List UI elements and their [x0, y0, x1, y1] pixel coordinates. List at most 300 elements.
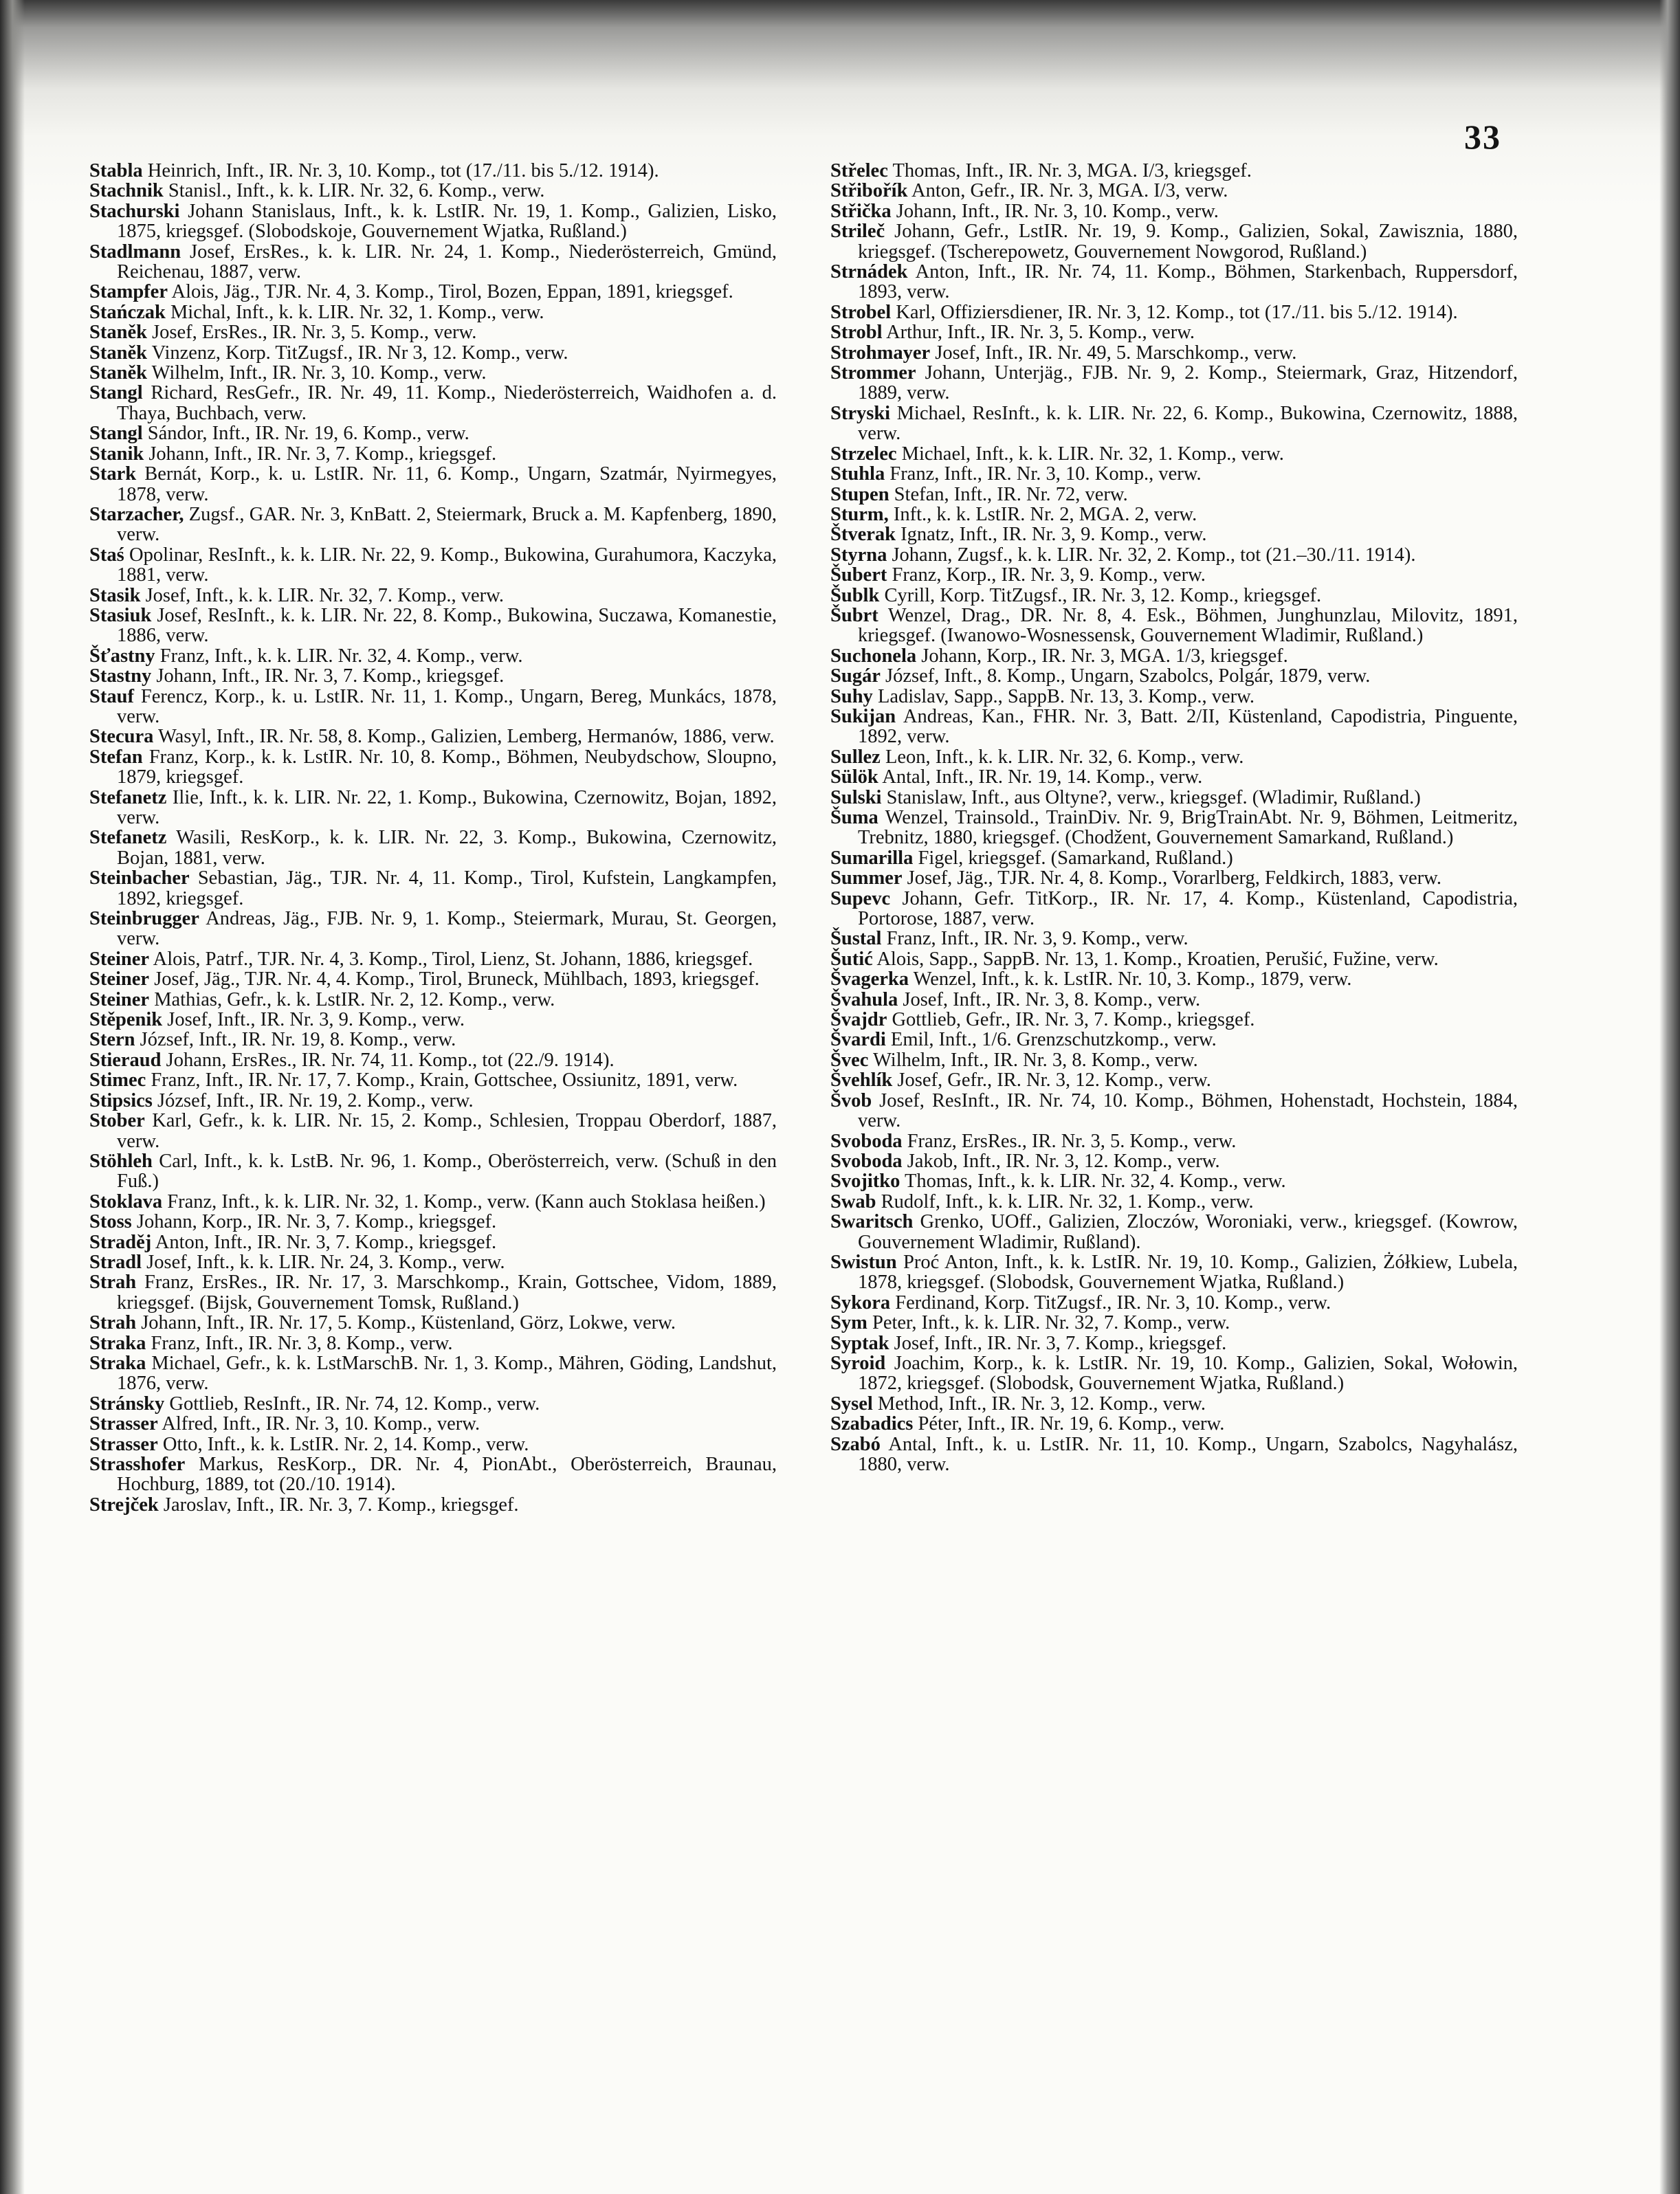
entry-details: Josef, Inft., IR. Nr. 49, 5. Marschkomp., verw. [935, 342, 1297, 364]
entry-surname: Stuhla [830, 463, 885, 485]
roll-entry [89, 586, 777, 606]
roll-entry [830, 322, 1518, 342]
entry-surname: Strasser [89, 1413, 158, 1435]
entry-details: Anton, Inft., IR. Nr. 3, 7. Komp., kriegsgef. [155, 1231, 497, 1253]
entry-surname: Stecura [89, 726, 154, 748]
entry-surname: Steinbacher [89, 867, 190, 889]
entry-details: Franz, Inft., IR. Nr. 3, 9. Komp., verw. [886, 928, 1189, 950]
entry-details: Wenzel, Inft., k. k. LstIR. Nr. 10, 3. Komp., 1879, verw. [913, 968, 1352, 990]
entry-surname: Strzelec [830, 443, 897, 465]
roll-entry [830, 161, 1518, 181]
entry-details: Proć Anton, Inft., k. k. LstIR. Nr. 19, 10. Komp., Galizien, Żółkiew, Lubela, 1878, kriegsgef. (Slobodsk, Gouvernement Wjatka, Rußland.) [858, 1251, 1518, 1294]
entry-details: Vinzenz, Korp. TitZugsf., IR. Nr 3, 12. Komp., verw. [151, 342, 568, 364]
entry-surname: Střibořík [830, 180, 908, 202]
entry-details: Johann, ErsRes., IR. Nr. 74, 11. Komp., tot (22./9. 1914). [166, 1049, 615, 1071]
entry-details: Franz, Korp., IR. Nr. 3, 9. Komp., verw. [892, 564, 1206, 586]
entry-details: Johann, Inft., IR. Nr. 17, 5. Komp., Küstenland, Görz, Lokwe, verw. [141, 1312, 676, 1334]
roll-entry [89, 1414, 777, 1434]
entry-details: Michael, Gefr., k. k. LstMarschB. Nr. 1, 3. Komp., Mähren, Göding, Landshut, 1876, verw. [117, 1352, 777, 1395]
roll-entry [830, 524, 1518, 544]
roll-entry [830, 949, 1518, 969]
roll-entry [89, 242, 777, 282]
entry-details: Otto, Inft., k. k. LstIR. Nr. 2, 14. Komp., verw. [162, 1433, 529, 1455]
roll-entry [830, 646, 1518, 666]
roll-entry [830, 1151, 1518, 1171]
entry-surname: Stipsics [89, 1089, 153, 1111]
entry-details: Josef, Jäg., TJR. Nr. 4, 8. Komp., Vorarlberg, Feldkirch, 1883, verw. [907, 867, 1441, 889]
entry-surname: Šutić [830, 948, 873, 970]
entry-surname: Švahula [830, 988, 898, 1010]
roll-entry [830, 181, 1518, 201]
entry-surname: Stangl [89, 382, 143, 404]
roll-entry [89, 868, 777, 909]
roll-entry [89, 788, 777, 828]
entry-surname: Stern [89, 1029, 135, 1051]
entry-details: Alois, Patrf., TJR. Nr. 4, 3. Komp., Tirol, Lienz, St. Johann, 1886, kriegsgef. [153, 948, 753, 970]
roll-entry [830, 808, 1518, 848]
entry-details: Josef, Jäg., TJR. Nr. 4, 4. Komp., Tirol, Bruneck, Mühlbach, 1893, kriegsgef. [154, 968, 760, 990]
entry-surname: Sülök [830, 766, 878, 788]
entry-surname: Sukijan [830, 705, 896, 727]
entry-surname: Sumarilla [830, 847, 914, 869]
entry-details: Josef, Inft., IR. Nr. 3, 7. Komp., kriegsgef. [894, 1332, 1227, 1354]
entry-surname: Strah [89, 1272, 137, 1294]
entry-surname: Straka [89, 1352, 146, 1374]
entry-details: Ferencz, Korp., k. u. LstIR. Nr. 11, 1. Komp., Ungarn, Bereg, Munkács, 1878, verw. [117, 685, 777, 727]
entry-surname: Svoboda [830, 1150, 903, 1172]
entry-details: Method, Inft., IR. Nr. 3, 12. Komp., verw. [877, 1393, 1206, 1415]
entry-surname: Swistun [830, 1251, 897, 1273]
entry-details: Josef, Inft., IR. Nr. 3, 8. Komp., verw. [903, 988, 1201, 1010]
entry-details: József, Inft., IR. Nr. 19, 8. Komp., verw. [140, 1029, 456, 1051]
entry-surname: Stauf [89, 685, 134, 707]
entry-details: Grenko, UOff., Galizien, Zloczów, Woroniaki, verw., kriegsgef. (Kowrow, Gouvernement Wladimir, Rußland). [858, 1211, 1518, 1253]
roll-entry [89, 727, 777, 746]
entry-details: Michael, ResInft., k. k. LIR. Nr. 22, 6. Komp., Bukowina, Czernowitz, 1888, verw. [858, 402, 1518, 445]
entry-details: Johann, Unterjäg., FJB. Nr. 9, 2. Komp., Steiermark, Graz, Hitzendorf, 1889, verw. [858, 362, 1518, 404]
entry-surname: Straka [89, 1332, 146, 1354]
entry-details: Antal, Inft., k. u. LstIR. Nr. 11, 10. Komp., Ungarn, Szabolcs, Nagyhalász, 1880, verw. [858, 1433, 1518, 1475]
roll-entry [89, 1252, 777, 1272]
entry-details: Stefan, Inft., IR. Nr. 72, verw. [894, 483, 1128, 505]
roll-entry [89, 201, 777, 242]
roll-entry [830, 666, 1518, 686]
roll-entry [830, 1212, 1518, 1252]
entry-details: Ferdinand, Korp. TitZugsf., IR. Nr. 3, 10. Komp., verw. [895, 1292, 1331, 1314]
entry-surname: Střička [830, 200, 892, 222]
entry-details: Figel, kriegsgef. (Samarkand, Rußland.) [918, 847, 1233, 869]
roll-entry [830, 1070, 1518, 1090]
roll-entry [89, 1313, 777, 1333]
entry-surname: Švajdr [830, 1009, 887, 1031]
roll-entry [89, 747, 777, 788]
roll-entry [830, 929, 1518, 949]
entry-surname: Sturm, [830, 503, 889, 525]
roll-entry [89, 1010, 777, 1030]
entry-details: Josef, ErsRes., k. k. LIR. Nr. 24, 1. Komp., Niederösterreich, Gmünd, Reichenau, 1887, verw. [117, 241, 777, 283]
roll-entry [89, 161, 777, 181]
entry-surname: Staś [89, 544, 124, 566]
entry-surname: Starzacher, [89, 503, 184, 525]
roll-entry [830, 262, 1518, 302]
roll-entry [830, 747, 1518, 767]
roll-entry [830, 1394, 1518, 1414]
entry-details: Johann, Inft., IR. Nr. 3, 7. Komp., kriegsgef. [148, 443, 497, 465]
entry-surname: Stefanetz [89, 786, 167, 808]
entry-surname: Svoboda [830, 1130, 903, 1152]
entry-surname: Stránsky [89, 1393, 165, 1415]
entry-details: Ladislav, Sapp., SappB. Nr. 13, 3. Komp., verw. [877, 685, 1255, 707]
roll-entry [89, 1434, 777, 1454]
entry-surname: Stěpenik [89, 1009, 163, 1031]
entry-details: Ilie, Inft., k. k. LIR. Nr. 22, 1. Komp., Bukowina, Czernowitz, Bojan, 1892, verw. [117, 786, 777, 828]
entry-surname: Swaritsch [830, 1211, 914, 1233]
entry-surname: Stöhleh [89, 1150, 153, 1172]
entry-surname: Svojitko [830, 1171, 900, 1193]
roll-entry [89, 423, 777, 443]
entry-details: Anton, Gefr., IR. Nr. 3, MGA. I/3, verw. [911, 180, 1228, 202]
entry-details: Wasyl, Inft., IR. Nr. 58, 8. Komp., Galizien, Lemberg, Hermanów, 1886, verw. [158, 726, 775, 748]
roll-entry [89, 383, 777, 423]
entry-surname: Šublk [830, 584, 880, 606]
entry-details: Johann, Gefr. TitKorp., IR. Nr. 17, 4. Komp., Küstenland, Capodistria, Portorose, 1887, verw. [858, 887, 1518, 930]
entry-surname: Stefan [89, 746, 143, 768]
roll-entry [89, 1212, 777, 1232]
entry-surname: Švagerka [830, 968, 909, 990]
roll-entry [830, 606, 1518, 646]
entry-surname: Strobel [830, 301, 892, 323]
entry-details: Alois, Jäg., TJR. Nr. 4, 3. Komp., Tirol, Bozen, Eppan, 1891, kriegsgef. [171, 281, 733, 303]
entry-surname: Sysel [830, 1393, 873, 1415]
roll-entry [89, 1232, 777, 1252]
entry-surname: Swab [830, 1190, 876, 1212]
roll-entry [830, 201, 1518, 221]
roll-entry [830, 565, 1518, 585]
roll-entry [89, 1272, 777, 1313]
entry-surname: Stabla [89, 160, 143, 181]
entry-surname: Šuma [830, 807, 878, 828]
roll-entry [89, 363, 777, 383]
entry-surname: Stupen [830, 483, 889, 505]
entry-details: Sándor, Inft., IR. Nr. 19, 6. Komp., verw. [147, 423, 469, 445]
roll-entry [830, 1171, 1518, 1191]
roll-entry [89, 1192, 777, 1212]
entry-surname: Strasshofer [89, 1454, 186, 1475]
entry-details: Markus, ResKorp., DR. Nr. 4, PionAbt., Oberösterreich, Braunau, Hochburg, 1889, tot (20./10. 1914). [117, 1454, 777, 1496]
entry-details: Franz, Inft., IR. Nr. 17, 7. Komp., Krain, Gottschee, Ossiunitz, 1891, verw. [151, 1070, 738, 1092]
entry-surname: Stimec [89, 1070, 146, 1092]
entry-surname: Staněk [89, 342, 147, 364]
entry-surname: Syptak [830, 1332, 889, 1354]
roll-entry [830, 363, 1518, 403]
entry-details: Gottlieb, Gefr., IR. Nr. 3, 7. Komp., kriegsgef. [892, 1009, 1255, 1031]
entry-details: Andreas, Jäg., FJB. Nr. 9, 1. Komp., Steiermark, Murau, St. Georgen, verw. [117, 908, 777, 950]
roll-entry [89, 828, 777, 868]
roll-entry [89, 1091, 777, 1111]
entry-details: Alois, Sapp., SappB. Nr. 13, 1. Komp., Kroatien, Perušić, Fužine, verw. [876, 948, 1439, 970]
roll-entry [89, 505, 777, 545]
entry-details: Johann Stanislaus, Inft., k. k. LstIR. Nr. 19, 1. Komp., Galizien, Lisko, 1875, kriegsgef. (Slobodskoje, Gouvernement Wjatka, Rußland.) [117, 200, 777, 243]
roll-entry [89, 302, 777, 322]
entry-surname: Stoss [89, 1211, 132, 1233]
roll-entry [89, 646, 777, 666]
entry-details: Jaroslav, Inft., IR. Nr. 3, 7. Komp., kriegsgef. [163, 1494, 519, 1516]
entry-surname: Švardi [830, 1029, 886, 1051]
entry-surname: Staněk [89, 322, 147, 344]
entry-details: Wilhelm, Inft., IR. Nr. 3, 10. Komp., verw. [151, 362, 487, 384]
entry-details: Antal, Inft., IR. Nr. 19, 14. Komp., verw. [882, 766, 1203, 788]
entry-surname: Strobl [830, 322, 883, 344]
roll-entry [830, 545, 1518, 565]
entry-surname: Styrna [830, 544, 887, 566]
roll-entry [89, 1333, 777, 1353]
entry-surname: Sym [830, 1312, 867, 1334]
roll-entry [830, 1252, 1518, 1293]
entry-details: Josef, Gefr., IR. Nr. 3, 12. Komp., verw. [897, 1070, 1211, 1092]
entry-details: Sebastian, Jäg., TJR. Nr. 4, 11. Komp., Tirol, Kufstein, Langkampfen, 1892, kriegsgef. [117, 867, 777, 909]
entry-surname: Sykora [830, 1292, 891, 1314]
roll-entry [830, 969, 1518, 989]
roll-entry [89, 464, 777, 505]
entry-surname: Suhy [830, 685, 873, 707]
entry-surname: Stastny [89, 665, 152, 687]
entry-details: Josef, ResInft., k. k. LIR. Nr. 22, 8. Komp., Bukowina, Suczawa, Komanestie, 1886, verw. [117, 604, 777, 647]
roll-entry [89, 282, 777, 302]
roll-entry [89, 606, 777, 646]
entry-details: Thomas, Inft., IR. Nr. 3, MGA. I/3, kriegsgef. [892, 160, 1252, 181]
roll-entry [89, 1070, 777, 1090]
entry-surname: Švec [830, 1049, 869, 1071]
entry-surname: Stampfer [89, 281, 168, 303]
entry-details: Thomas, Inft., k. k. LIR. Nr. 32, 4. Komp., verw. [904, 1171, 1286, 1193]
entry-details: Carl, Inft., k. k. LstB. Nr. 96, 1. Komp., Oberösterreich, verw. (Schuß in den Fuß.) [117, 1150, 777, 1193]
entry-details: Johann, Inft., IR. Nr. 3, 10. Komp., verw. [896, 200, 1219, 222]
entry-surname: Stadlmann [89, 241, 181, 263]
entry-surname: Steiner [89, 988, 150, 1010]
entry-details: Josef, Inft., k. k. LIR. Nr. 24, 3. Komp., verw. [146, 1251, 505, 1273]
entry-surname: Šubert [830, 564, 887, 586]
entry-surname: Stefanetz [89, 827, 167, 849]
entry-details: Josef, Inft., k. k. LIR. Nr. 32, 7. Komp., verw. [145, 584, 504, 606]
roll-entry [830, 1091, 1518, 1131]
roll-entry [89, 444, 777, 464]
roll-entry [830, 485, 1518, 505]
entry-surname: Strah [89, 1312, 137, 1334]
roll-entry [830, 505, 1518, 524]
entry-surname: Strommer [830, 362, 916, 384]
entry-details: Franz, Inft., IR. Nr. 3, 10. Komp., verw. [889, 463, 1202, 485]
entry-surname: Šustal [830, 928, 882, 950]
entry-surname: Supevc [830, 887, 891, 909]
entry-details: Johann, Korp., IR. Nr. 3, 7. Komp., kriegsgef. [136, 1211, 497, 1233]
entry-surname: Stryski [830, 402, 891, 424]
entry-details: Ignatz, Inft., IR. Nr. 3, 9. Komp., verw. [900, 524, 1207, 546]
entry-surname: Suchonela [830, 645, 917, 667]
entry-surname: Strejček [89, 1494, 159, 1516]
page-number: 33 [1464, 118, 1501, 156]
entry-details: Jakob, Inft., IR. Nr. 3, 12. Komp., verw. [907, 1150, 1220, 1172]
entry-surname: Stieraud [89, 1049, 162, 1071]
entry-surname: Stańczak [89, 301, 166, 323]
roll-entry [89, 1151, 777, 1192]
entry-details: Joachim, Korp., k. k. LstIR. Nr. 19, 10. Komp., Galizien, Sokal, Wołowin, 1872, kriegsgef. (Slobodsk, Gouvernement Wjatka, Rußland.) [858, 1352, 1518, 1395]
roll-entry [89, 545, 777, 586]
right-column [830, 161, 1518, 1474]
entry-surname: Strnádek [830, 261, 908, 283]
roll-entry [830, 1010, 1518, 1030]
entry-details: Wenzel, Trainsold., TrainDiv. Nr. 9, BrigTrainAbt. Nr. 9, Böhmen, Leitmeritz, Trebnitz, 1880, kriegsgef. (Chodžent, Gouvernement Samarkand, Rußland.) [858, 807, 1518, 849]
roll-entry [830, 444, 1518, 464]
entry-surname: Šubrt [830, 604, 878, 626]
entry-details: Wasili, ResKorp., k. k. LIR. Nr. 22, 3. Komp., Bukowina, Czernowitz, Bojan, 1881, verw. [117, 827, 777, 869]
entry-details: Johann, Korp., IR. Nr. 3, MGA. 1/3, kriegsgef. [921, 645, 1288, 667]
roll-entry [89, 909, 777, 949]
roll-entry [89, 1111, 777, 1151]
entry-surname: Střelec [830, 160, 888, 181]
roll-entry [89, 666, 777, 686]
roll-entry [830, 302, 1518, 322]
entry-details: Michal, Inft., k. k. LIR. Nr. 32, 1. Komp., verw. [170, 301, 544, 323]
entry-surname: Steiner [89, 948, 150, 970]
entry-surname: Šťastny [89, 645, 155, 667]
entry-details: Karl, Offiziersdiener, IR. Nr. 3, 12. Komp., tot (17./11. bis 5./12. 1914). [896, 301, 1458, 323]
entry-details: Heinrich, Inft., IR. Nr. 3, 10. Komp., tot (17./11. bis 5./12. 1914). [147, 160, 659, 181]
entry-details: Franz, ErsRes., IR. Nr. 17, 3. Marschkomp., Krain, Gottschee, Vidom, 1889, kriegsgef. (Bijsk, Gouvernement Tomsk, Rußland.) [117, 1272, 777, 1314]
roll-entry [89, 1050, 777, 1070]
entry-details: Wenzel, Drag., DR. Nr. 8, 4. Esk., Böhmen, Junghunzlau, Milovitz, 1891, kriegsgef. (Iwanowo-Wosnessensk, Gouvernement Wladimir, Rußland.) [858, 604, 1518, 647]
roll-entry [830, 1434, 1518, 1475]
entry-details: Franz, Inft., k. k. LIR. Nr. 32, 1. Komp., verw. (Kann auch Stoklasa heißen.) [167, 1190, 766, 1212]
entry-details: Opolinar, ResInft., k. k. LIR. Nr. 22, 9. Komp., Bukowina, Gurahumora, Kaczyka, 1881, verw. [117, 544, 777, 586]
entry-details: Bernát, Korp., k. u. LstIR. Nr. 11, 6. Komp., Ungarn, Szatmár, Nyirmegyes, 1878, verw. [117, 463, 777, 505]
entry-surname: Steinbrugger [89, 908, 199, 930]
roll-entry [830, 343, 1518, 363]
roll-entry [89, 969, 777, 989]
entry-details: Inft., k. k. LstIR. Nr. 2, MGA. 2, verw. [893, 503, 1197, 525]
roll-entry [89, 343, 777, 363]
roll-entry [830, 1050, 1518, 1070]
roll-entry [830, 1030, 1518, 1050]
entry-details: Johann, Zugsf., k. k. LIR. Nr. 32, 2. Komp., tot (21.–30./11. 1914). [892, 544, 1416, 566]
roll-entry [830, 464, 1518, 484]
entry-details: Johann, Inft., IR. Nr. 3, 7. Komp., kriegsgef. [156, 665, 505, 687]
roll-entry [830, 1192, 1518, 1212]
entry-surname: Štverak [830, 524, 896, 546]
entry-surname: Syroid [830, 1352, 886, 1374]
entry-surname: Sugár [830, 665, 881, 687]
roll-entry [89, 1454, 777, 1495]
entry-details: Richard, ResGefr., IR. Nr. 49, 11. Komp., Niederösterreich, Waidhofen a. d. Thaya, Buchbach, verw. [117, 382, 777, 424]
entry-surname: Stradl [89, 1251, 142, 1273]
entry-details: Alfred, Inft., IR. Nr. 3, 10. Komp., verw. [162, 1413, 480, 1435]
roll-entry [830, 403, 1518, 444]
roll-entry [830, 1333, 1518, 1353]
roll-entry [830, 1313, 1518, 1333]
entry-surname: Strileč [830, 221, 885, 243]
entry-surname: Stober [89, 1110, 145, 1132]
entry-surname: Strasser [89, 1433, 158, 1455]
entry-surname: Švob [830, 1089, 872, 1111]
roll-entry [830, 788, 1518, 808]
entry-details: Wilhelm, Inft., IR. Nr. 3, 8. Komp., verw. [873, 1049, 1198, 1071]
roll-entry [89, 1495, 777, 1515]
entry-details: Andreas, Kan., FHR. Nr. 3, Batt. 2/II, Küstenland, Capodistria, Pinguente, 1892, verw. [858, 705, 1518, 748]
entry-surname: Szabó [830, 1433, 881, 1455]
entry-details: Franz, Inft., k. k. LIR. Nr. 32, 4. Komp., verw. [159, 645, 523, 667]
entry-surname: Staněk [89, 362, 147, 384]
entry-surname: Stanik [89, 443, 144, 465]
roll-entry [830, 1414, 1518, 1434]
entry-surname: Stoklava [89, 1190, 163, 1212]
entry-details: Franz, Korp., k. k. LstIR. Nr. 10, 8. Komp., Böhmen, Neubydschow, Sloupno, 1879, kriegsgef. [117, 746, 777, 788]
entry-surname: Strohmayer [830, 342, 931, 364]
entry-details: Peter, Inft., k. k. LIR. Nr. 32, 7. Komp., verw. [872, 1312, 1230, 1334]
roll-entry [830, 707, 1518, 747]
entry-details: Stanisl., Inft., k. k. LIR. Nr. 32, 6. Komp., verw. [168, 180, 545, 202]
entry-surname: Stasik [89, 584, 141, 606]
roll-entry [89, 1030, 777, 1050]
roll-entry [89, 322, 777, 342]
entry-details: Cyrill, Korp. TitZugsf., IR. Nr. 3, 12. Komp., kriegsgef. [884, 584, 1322, 606]
entry-details: Franz, Inft., IR. Nr. 3, 8. Komp., verw. [151, 1332, 453, 1354]
roll-entry [830, 687, 1518, 707]
entry-details: Michael, Inft., k. k. LIR. Nr. 32, 1. Komp., verw. [901, 443, 1284, 465]
entry-surname: Sulski [830, 786, 882, 808]
entry-details: Péter, Inft., IR. Nr. 19, 6. Komp., verw. [918, 1413, 1225, 1435]
entry-details: Stanislaw, Inft., aus Oltyne?, verw., kriegsgef. (Wladimir, Rußland.) [886, 786, 1421, 808]
roll-entry [830, 1353, 1518, 1394]
entry-details: Josef, ResInft., IR. Nr. 74, 10. Komp., Böhmen, Hohenstadt, Hochstein, 1884, verw. [858, 1089, 1518, 1132]
entry-details: Zugsf., GAR. Nr. 3, KnBatt. 2, Steiermark, Bruck a. M. Kapfenberg, 1890, verw. [117, 503, 777, 546]
roll-entry [89, 949, 777, 969]
entry-surname: Summer [830, 867, 903, 889]
roll-entry [89, 181, 777, 201]
entry-details: Arthur, Inft., IR. Nr. 3, 5. Komp., verw. [886, 322, 1195, 344]
entry-details: Leon, Inft., k. k. LIR. Nr. 32, 6. Komp., verw. [885, 746, 1244, 768]
roll-entry [830, 848, 1518, 868]
entry-details: Emil, Inft., 1/6. Grenzschutzkomp., verw. [890, 1029, 1217, 1051]
roll-entry [830, 767, 1518, 787]
entry-surname: Steiner [89, 968, 150, 990]
roll-entry [830, 889, 1518, 929]
entry-details: Rudolf, Inft., k. k. LIR. Nr. 32, 1. Komp., verw. [881, 1190, 1254, 1212]
entry-surname: Švehlík [830, 1070, 893, 1092]
roll-entry [89, 1353, 777, 1394]
entry-details: Josef, Inft., IR. Nr. 3, 9. Komp., verw. [167, 1009, 465, 1031]
entry-surname: Szabadics [830, 1413, 914, 1435]
entry-details: Karl, Gefr., k. k. LIR. Nr. 15, 2. Komp., Schlesien, Troppau Oberdorf, 1887, verw. [117, 1110, 777, 1152]
entry-surname: Stasiuk [89, 604, 152, 626]
entry-details: Josef, ErsRes., IR. Nr. 3, 5. Komp., verw. [152, 322, 477, 344]
entry-details: Johann, Gefr., LstIR. Nr. 19, 9. Komp., Galizien, Sokal, Zawisznia, 1880, kriegsgef. (Tscherepowetz, Gouvernement Nowgorod, Rußland.) [858, 221, 1518, 263]
entry-details: József, Inft., IR. Nr. 19, 2. Komp., verw. [157, 1089, 474, 1111]
entry-surname: Sullez [830, 746, 881, 768]
entry-details: Anton, Inft., IR. Nr. 74, 11. Komp., Böhmen, Starkenbach, Ruppersdorf, 1893, verw. [858, 261, 1518, 303]
roll-entry [89, 687, 777, 727]
entry-details: József, Inft., 8. Komp., Ungarn, Szabolcs, Polgár, 1879, verw. [885, 665, 1371, 687]
entry-surname: Straděj [89, 1231, 152, 1253]
entry-surname: Stark [89, 463, 137, 485]
entry-details: Gottlieb, ResInft., IR. Nr. 74, 12. Komp., verw. [169, 1393, 540, 1415]
entry-surname: Stangl [89, 423, 143, 445]
roll-entry [830, 990, 1518, 1010]
roll-entry [830, 1293, 1518, 1313]
entry-details: Mathias, Gefr., k. k. LstIR. Nr. 2, 12. Komp., verw. [154, 988, 555, 1010]
roll-entry [830, 1131, 1518, 1151]
left-column [89, 161, 777, 1515]
entry-surname: Stachnik [89, 180, 164, 202]
roll-entry [830, 221, 1518, 262]
